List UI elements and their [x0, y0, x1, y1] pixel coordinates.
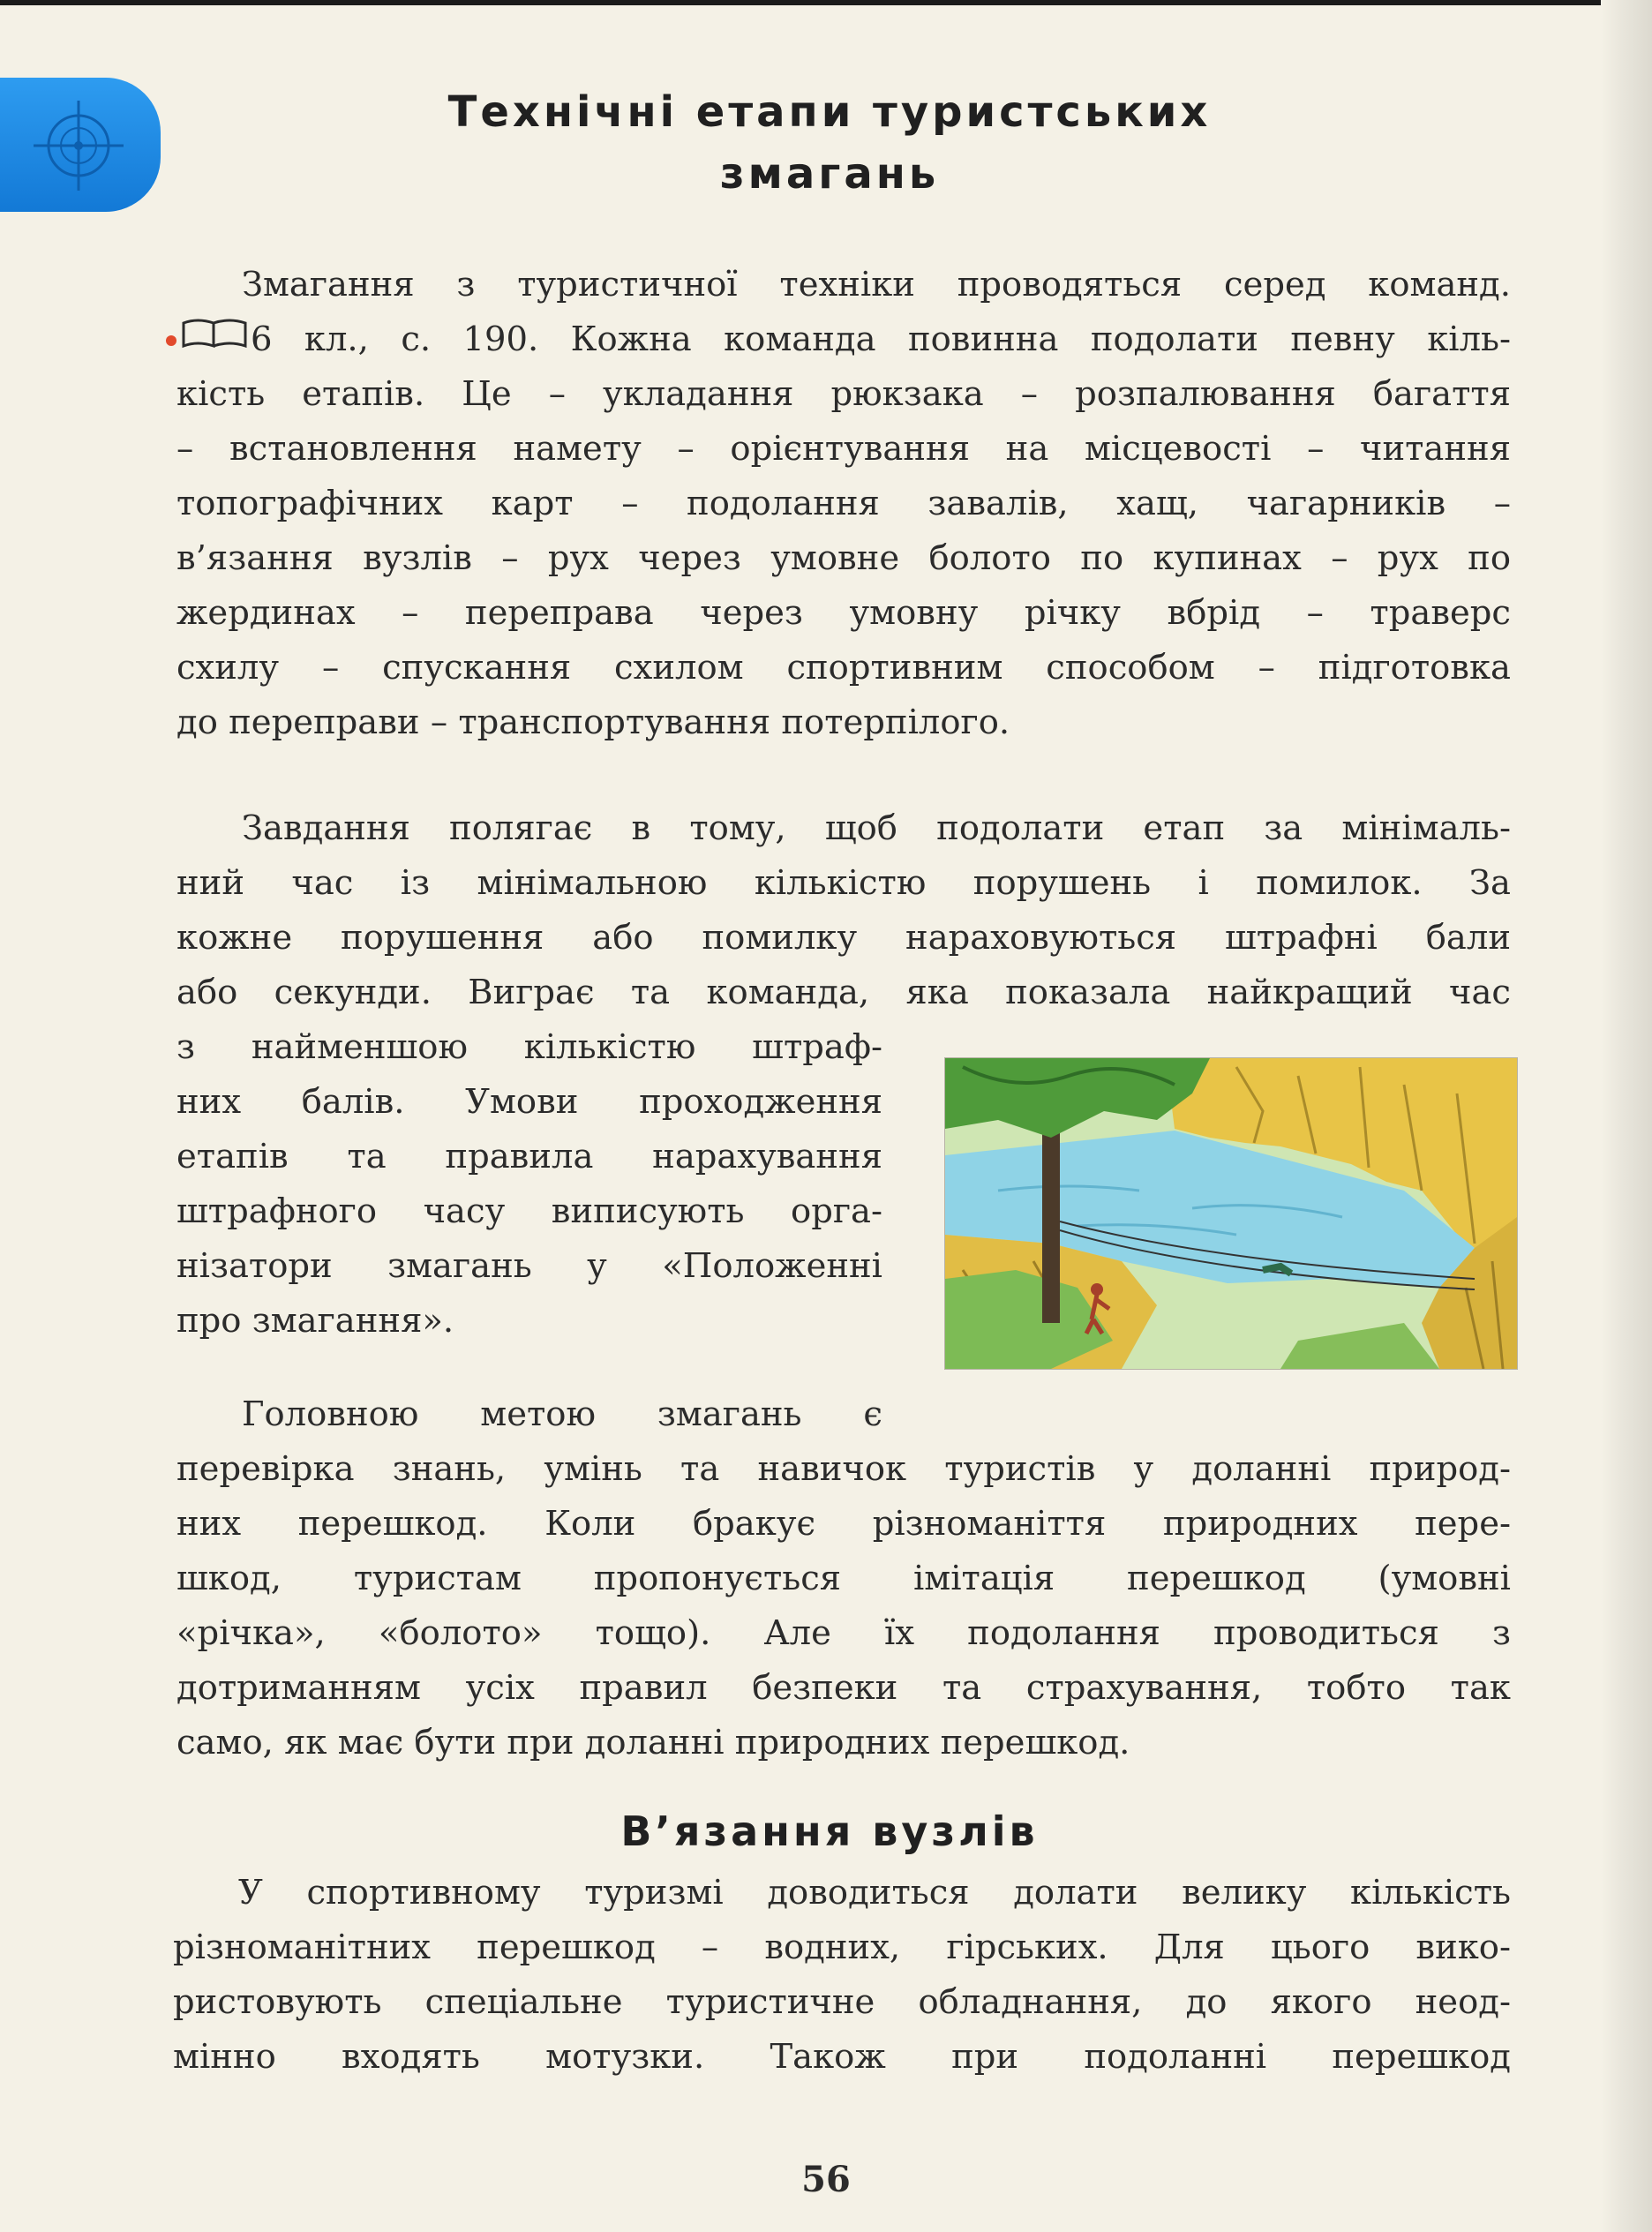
text-line: схилу – спускання схилом спортивним способом – підготовка: [176, 648, 1511, 688]
text-line: в’язання вузлів – рух через умовне болото по купинах – рух по: [176, 538, 1511, 578]
text-line: Головною метою змагань є: [242, 1394, 882, 1434]
text-line: штрафного часу виписують орга-: [176, 1191, 882, 1231]
text-line: нізатори змагань у «Положенні: [176, 1246, 882, 1286]
text-line: «річка», «болото» тощо). Але їх подолання проводиться з: [176, 1613, 1511, 1653]
reference-marker-dot: [166, 335, 176, 346]
text-line: мінно входять мотузки. Також при подоланні перешкод: [173, 2037, 1511, 2077]
text-line: топографічних карт – подолання завалів, хащ, чагарників –: [176, 484, 1511, 523]
text-line: само, як має бути при доланні природних перешкод.: [176, 1723, 1130, 1762]
text-line: дотриманням усіх правил безпеки та страхування, тобто так: [176, 1668, 1511, 1708]
paragraph-2-wrapped: [176, 1020, 882, 1349]
section-tab-marker: [0, 78, 161, 212]
text-line: Змагання з туристичної техніки проводяться серед команд.: [242, 265, 1511, 304]
text-line: кожне порушення або помилку нараховуються штрафні бали: [176, 918, 1511, 958]
text-line: жердинах – переправа через умовну річку вбрід – траверс: [176, 593, 1511, 633]
text-line: Завдання полягає в тому, щоб подолати етап за мінімаль-: [242, 808, 1511, 848]
page-edge-shadow: [1601, 0, 1652, 2232]
text-line: У спортивному туризмі доводиться долати велику кількість: [238, 1873, 1511, 1913]
text-line: 6 кл., с. 190. Кожна команда повинна подолати певну кіль-: [251, 319, 1511, 359]
paragraph-3-first-line: [176, 1387, 882, 1442]
paragraph-3: [176, 1442, 1511, 1770]
section-title-knots: В’язання вузлів: [620, 1807, 1039, 1855]
paragraph-knots: [173, 1866, 1511, 2085]
text-line: або секунди. Виграє та команда, яка показала найкращий час: [176, 973, 1511, 1012]
text-line: до переправи – транспортування потерпілого.: [176, 703, 1010, 742]
text-line: ристовують спеціальне туристичне обладнання, до якого неод-: [173, 1982, 1511, 2022]
text-line: кість етапів. Це – укладання рюкзака – розпалювання багаття: [176, 374, 1511, 414]
text-line: різноманітних перешкод – водних, гірських. Для цього вико-: [173, 1928, 1511, 1967]
text-line: з найменшою кількістю штраф-: [176, 1027, 882, 1067]
crosshair-target-icon: [30, 97, 127, 194]
text-line: – встановлення намету – орієнтування на місцевості – читання: [176, 429, 1511, 469]
text-line: ний час із мінімальною кількістю порушень і помилок. За: [176, 863, 1511, 903]
text-line: етапів та правила нарахування: [176, 1137, 882, 1176]
paragraph-2: [176, 801, 1511, 1020]
text-line: них балів. Умови проходження: [176, 1082, 882, 1122]
paragraph-1: [176, 258, 1511, 750]
text-line: про змагання».: [176, 1301, 454, 1341]
section-title-line2: змагань: [719, 149, 940, 199]
river-crossing-illustration: [944, 1057, 1518, 1370]
section-title-line1: Технічні етапи туристських: [447, 87, 1212, 137]
page-number: 56: [801, 2159, 851, 2200]
text-line: них перешкод. Коли бракує різноманіття природних пере-: [176, 1504, 1511, 1544]
page-top-border: [0, 0, 1652, 5]
text-line: шкод, туристам пропонується імітація перешкод (умовні: [176, 1559, 1511, 1598]
text-line: перевірка знань, умінь та навичок туристів у доланні природ-: [176, 1449, 1511, 1489]
